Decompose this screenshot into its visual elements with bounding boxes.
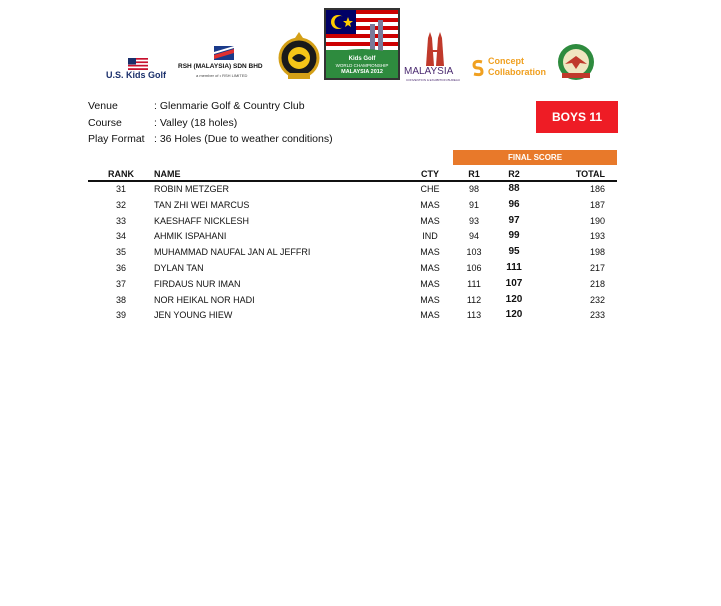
concept-collaboration-logo	[470, 56, 556, 80]
eagle-badge-logo	[556, 42, 596, 82]
championship-title: Kids Golf	[348, 56, 376, 62]
round1-cell: 93	[468, 215, 479, 226]
name-cell: NOR HEIKAL NOR HADI	[154, 294, 255, 305]
table-row	[88, 245, 617, 261]
malaysia-convention-logo	[404, 30, 466, 82]
rank-cell: 32	[115, 199, 126, 210]
course-label: Course	[88, 116, 122, 129]
total-cell: 217	[589, 262, 605, 273]
total-cell: 198	[589, 247, 605, 258]
championship-logo	[324, 8, 400, 80]
country-cell: MAS	[420, 310, 440, 321]
table-row	[88, 308, 617, 324]
table-row	[88, 214, 617, 230]
venue-value: : Glenmarie Golf & Country Club	[154, 100, 305, 112]
total-cell: 218	[589, 278, 605, 289]
us-kids-golf-logo	[106, 58, 174, 80]
rank-cell: 37	[115, 278, 126, 289]
rank-cell: 33	[115, 215, 126, 226]
round1-cell: 98	[468, 184, 479, 194]
total-cell: 190	[589, 215, 605, 226]
us-kids-golf-text: U.S. Kids Golf	[106, 70, 167, 80]
twin-towers-icon	[404, 30, 466, 66]
round2-cell: 88	[508, 183, 520, 194]
name-cell: ROBIN METZGER	[154, 184, 230, 194]
round1-cell: 103	[466, 247, 482, 258]
round1-cell: 112	[466, 294, 482, 305]
round1-cell: 94	[468, 231, 479, 242]
round2-cell: 99	[508, 230, 520, 242]
sponsor-logo-bar	[0, 0, 721, 90]
concept-s-icon	[470, 58, 486, 78]
final-score-header: FINAL SCORE	[453, 150, 617, 165]
championship-subtitle: WORLD CHAMPIONSHIP	[335, 63, 389, 68]
table-row	[88, 198, 617, 214]
total-cell: 233	[589, 310, 605, 321]
country-cell: MAS	[420, 215, 440, 226]
country-cell: MAS	[420, 247, 440, 258]
rsh-mark-icon	[214, 46, 234, 60]
round2-cell: 107	[505, 277, 523, 289]
round2-cell: 120	[505, 293, 523, 305]
name-cell: JEN YOUNG HIEW	[154, 310, 233, 321]
rsh-subtitle: a member of • RSH LIMITED	[196, 73, 248, 78]
crest-icon	[278, 30, 320, 82]
name-cell: FIRDAUS NUR IMAN	[154, 278, 241, 289]
rank-cell: 31	[115, 184, 126, 194]
results-table	[88, 167, 617, 324]
table-body	[88, 182, 617, 324]
header-r1: R1	[468, 169, 480, 179]
name-cell: KAESHAFF NICKLESH	[154, 215, 250, 226]
us-flag-icon	[128, 58, 148, 70]
round2-cell: 96	[508, 198, 520, 210]
name-cell: TAN ZHI WEI MARCUS	[154, 199, 250, 210]
name-cell: MUHAMMAD NAUFAL JAN AL JEFFRI	[154, 247, 311, 258]
round2-cell: 95	[508, 246, 520, 258]
total-cell: 186	[589, 184, 605, 194]
country-cell: CHE	[420, 184, 440, 194]
rsh-company-name: RSH (MALAYSIA) SDN BHD	[178, 63, 263, 70]
concept-text: Concept	[488, 56, 524, 66]
table-row	[88, 261, 617, 277]
total-cell: 187	[589, 199, 605, 210]
name-cell: DYLAN TAN	[154, 262, 204, 273]
table-row	[88, 277, 617, 293]
malaysia-text: MALAYSIA	[404, 66, 454, 77]
round1-cell: 113	[466, 310, 482, 321]
name-cell: AHMIK ISPAHANI	[154, 231, 227, 242]
round2-cell: 111	[506, 261, 522, 273]
rank-cell: 38	[115, 294, 126, 305]
eagle-icon	[556, 42, 596, 82]
venue-label: Venue	[88, 100, 118, 112]
round2-cell: 120	[505, 309, 523, 321]
play-format-label: Play Format	[88, 133, 145, 145]
rank-cell: 35	[115, 247, 126, 258]
country-cell: MAS	[420, 278, 440, 289]
championship-year: MALAYSIA 2012	[341, 69, 383, 75]
header-cty: CTY	[421, 169, 439, 179]
table-row	[88, 293, 617, 309]
total-cell: 232	[589, 294, 605, 305]
golf-association-crest	[278, 30, 320, 82]
country-cell: MAS	[420, 262, 440, 273]
header-name: NAME	[154, 169, 181, 179]
round2-cell: 97	[508, 214, 520, 226]
round1-cell: 91	[468, 199, 479, 210]
table-header	[88, 167, 617, 182]
country-cell: MAS	[420, 199, 440, 210]
round1-cell: 106	[466, 262, 482, 273]
collaboration-text: Collaboration	[488, 67, 546, 77]
rank-cell: 34	[115, 231, 126, 242]
play-format-value: : 36 Holes (Due to weather conditions)	[154, 133, 333, 145]
country-cell: MAS	[420, 294, 440, 305]
round1-cell: 111	[467, 278, 481, 289]
header-rank: RANK	[108, 169, 134, 179]
malaysia-subtext: CONVENTION & EXHIBITION BUREAU	[406, 78, 461, 82]
table-row	[88, 229, 617, 245]
header-r2: R2	[508, 169, 520, 179]
course-value: : Valley (18 holes)	[154, 116, 238, 129]
table-row	[88, 182, 617, 198]
country-cell: IND	[422, 231, 438, 242]
rsh-logo	[176, 46, 276, 80]
header-total: TOTAL	[575, 169, 605, 179]
category-badge: BOYS 11	[536, 101, 618, 133]
rank-cell: 36	[115, 262, 126, 273]
total-cell: 193	[589, 231, 605, 242]
rank-cell: 39	[115, 310, 126, 321]
